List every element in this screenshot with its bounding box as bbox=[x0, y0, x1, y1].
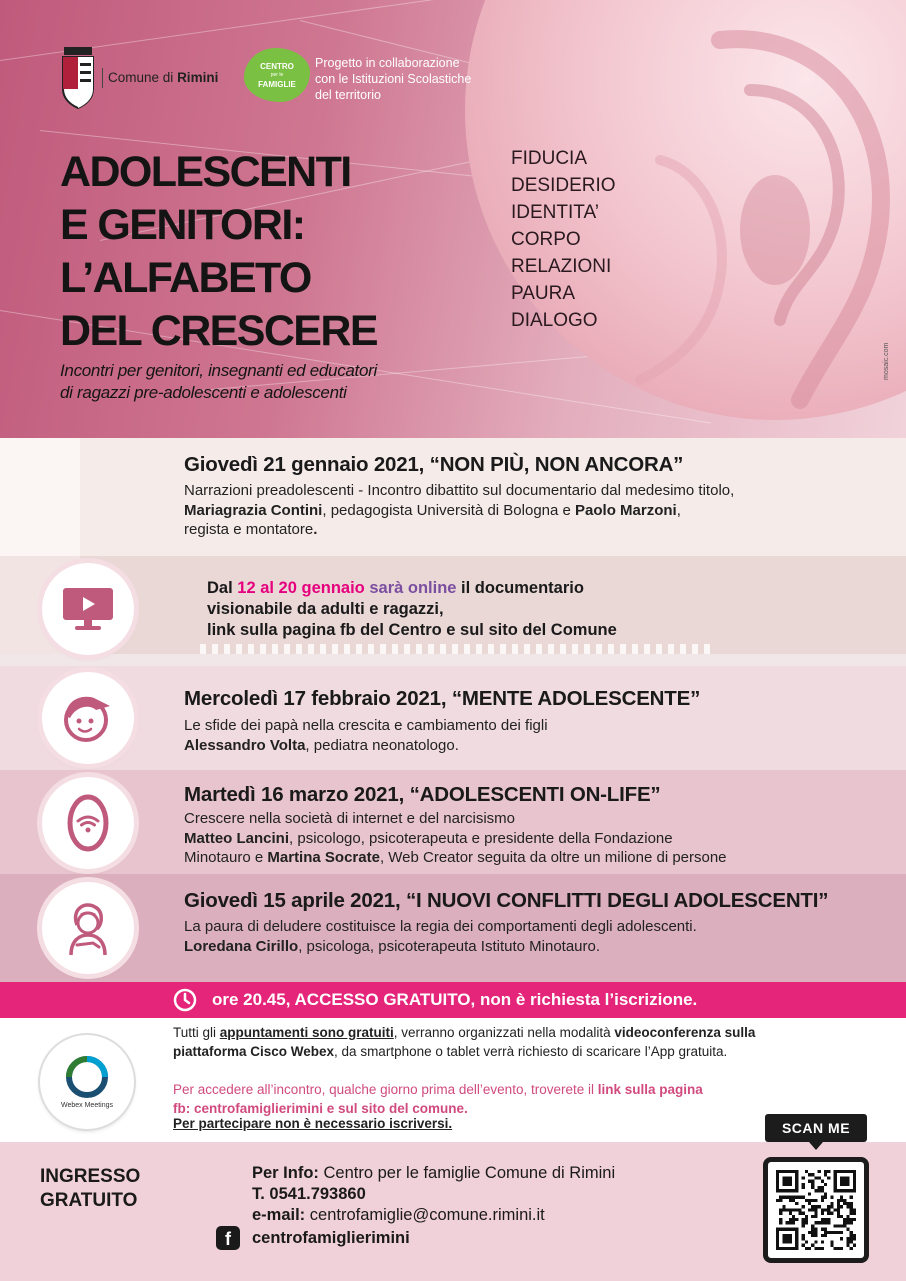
phone-number[interactable]: T. 0541.793860 bbox=[252, 1185, 366, 1203]
qr-code-icon bbox=[776, 1170, 856, 1250]
rimini-crest-icon bbox=[60, 47, 96, 109]
keyword: PAURA bbox=[511, 283, 576, 304]
keyword-list bbox=[511, 145, 616, 334]
scan-me-label: SCAN ME bbox=[765, 1114, 867, 1142]
boy-face-icon bbox=[60, 690, 116, 746]
thinking-girl-icon bbox=[63, 899, 113, 957]
webex-icon bbox=[66, 1056, 108, 1098]
boy-icon-badge bbox=[42, 672, 134, 764]
monitor-play-icon bbox=[61, 586, 115, 632]
event-3-title: Martedì 16 marzo 2021, “ADOLESCENTI ON-LIFE” bbox=[184, 783, 661, 806]
event-2-title: Mercoledì 17 febbraio 2021, “MENTE ADOLESCENTE” bbox=[184, 687, 701, 710]
hero-banner bbox=[0, 0, 906, 438]
free-entry-label: INGRESSO GRATUITO bbox=[40, 1166, 141, 1211]
keyword: DESIDERIO bbox=[511, 175, 616, 196]
event-4-description: La paura di deludere costituisce la regia dei comportamenti degli adolescenti. Loredana Cirillo, psicologa, psicoterapeuta Istituto Minotauro. bbox=[184, 918, 697, 955]
phone-icon-badge bbox=[42, 777, 134, 869]
event-3-description: Crescere nella società di internet e del narcisismo Matteo Lancini, psicologo, psicoterapeuta e presidente della Fondazione Minotauro e Martina Socrate, Web Creator seguita da oltre un milione di persone bbox=[184, 810, 727, 866]
subtitle: Incontri per genitori, insegnanti ed educatori di ragazzi pre-adolescenti e adolescenti bbox=[60, 361, 377, 402]
info-paragraph-link: Per accedere all’incontro, qualche giorno prima dell’evento, troverete il link sulla pagina fb: centrofamiglierimini e sul sito del comune. bbox=[173, 1082, 703, 1116]
facebook-icon: f bbox=[216, 1226, 240, 1250]
webex-logo: Webex Meetings bbox=[40, 1035, 134, 1129]
collaboration-note: Progetto in collaborazione con le Istituzioni Scolastiche del territorio bbox=[315, 56, 472, 102]
centro-famiglie-logo: CENTRO per le FAMIGLIE bbox=[244, 48, 310, 102]
facebook-page-link[interactable]: centrofamiglierimini bbox=[252, 1228, 410, 1247]
contact-info: Per Info: Centro per le famiglie Comune di Rimini T. 0541.793860 e-mail: centrofamiglie@comune.rimini.it f centrofamiglierimini bbox=[252, 1163, 615, 1250]
clock-icon bbox=[173, 988, 197, 1012]
time-access-text: ore 20.45, ACCESSO GRATUITO, non è richiesta l’iscrizione. bbox=[212, 990, 698, 1009]
keyword: IDENTITA’ bbox=[511, 202, 599, 223]
keyword: RELAZIONI bbox=[511, 256, 612, 277]
event-4-title: Giovedì 15 aprile 2021, “I NUOVI CONFLITTI DEGLI ADOLESCENTI” bbox=[184, 889, 829, 912]
ear-illustration bbox=[600, 20, 900, 420]
mirror-wifi-icon bbox=[66, 793, 110, 853]
info-paragraph-free: Tutti gli appuntamenti sono gratuiti, verranno organizzati nella modalità videoconferenza sulla piattaforma Cisco Webex, da smartphone o tablet verrà richiesto di scaricare l’App gratuita. bbox=[173, 1025, 756, 1059]
video-icon-badge bbox=[42, 563, 134, 655]
comune-rimini-name: Comune di Rimini bbox=[102, 68, 218, 88]
photo-credit: mosaic.com bbox=[883, 342, 890, 380]
event-1-title: Giovedì 21 gennaio 2021, “NON PIÙ, NON ANCORA” bbox=[184, 453, 684, 476]
online-notice-text: Dal 12 al 20 gennaio sarà online il documentario visionabile da adulti e ragazzi, link sulla pagina fb del Centro e sul sito del Comune bbox=[207, 579, 617, 639]
event-1-description: Narrazioni preadolescenti - Incontro dibattito sul documentario dal medesimo titolo, Mariagrazia Contini, pedagogista Università di Bologna e Paolo Marzoni, regista e montatore. bbox=[184, 482, 735, 538]
comune-rimini-logo bbox=[60, 45, 235, 111]
no-registration-note: Per partecipare non è necessario iscriversi. bbox=[173, 1116, 453, 1131]
keyword: CORPO bbox=[511, 229, 581, 250]
main-title: ADOLESCENTI E GENITORI: L’ALFABETO DEL CRESCERE bbox=[60, 148, 377, 355]
email-link[interactable]: centrofamiglie@comune.rimini.it bbox=[305, 1206, 545, 1224]
event-2-description: Le sfide dei papà nella crescita e cambiamento dei figli Alessandro Volta, pediatra neonatologo. bbox=[184, 717, 548, 754]
keyword: FIDUCIA bbox=[511, 148, 587, 169]
girl-icon-badge bbox=[42, 882, 134, 974]
time-access-bar bbox=[0, 982, 906, 1018]
qr-code[interactable] bbox=[763, 1157, 869, 1263]
keyword: DIALOGO bbox=[511, 310, 598, 331]
